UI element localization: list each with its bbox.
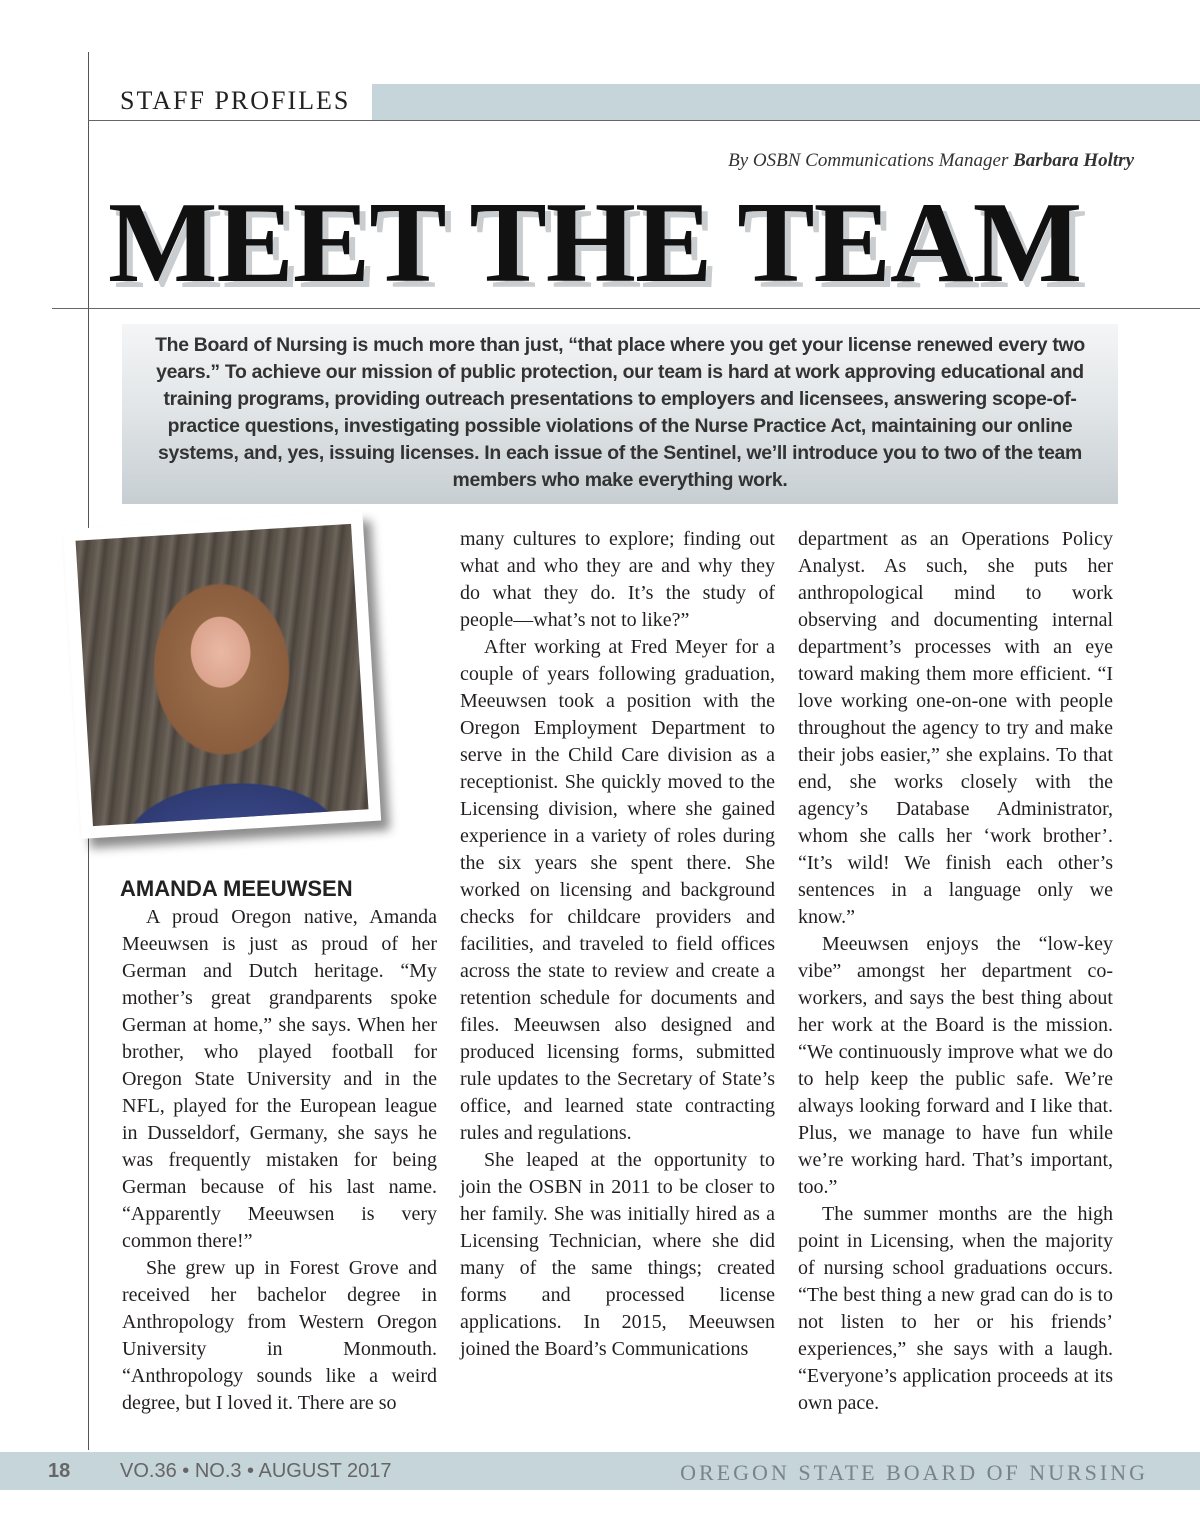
article-paragraph: She grew up in Forest Grove and received her bachelor degree in Anthropology from Western Oregon University in Monmouth. “Anthropology sounds like a weird degree, but I loved it. There are so: [122, 1257, 437, 1414]
page-number: 18: [48, 1460, 71, 1482]
article-paragraph: After working at Fred Meyer for a couple of years following graduation, Meeuwsen took a position with the Oregon Employment Department to serve in the Child Care division as a receptionist. She quickly moved to the Licensing division, where she gained experience in a variety of roles during the six years she spent there. She worked on licensing and background checks for childcare providers and facilities, and traveled to field offices across the state to review and create a retention schedule for documents and files. Meeuwsen also designed and produced licensing forms, submitted rule updates to the Secretary of State’s office, and learned state contracting rules and regulations.: [460, 636, 775, 1144]
article-paragraph: The summer months are the high point in Licensing, when the majority of nursing school graduations occurs. “The best thing a new grad can do is to not listen to her or his friends’ experiences,” she says with a laugh. “Everyone’s application proceeds at its own pace.: [798, 1203, 1113, 1414]
header-band: [372, 84, 1200, 120]
article-paragraph: She leaped at the opportunity to join the OSBN in 2011 to be closer to her family. She was initially hired as a Licensing Technician, where she did many of the same things; created forms and processed license applications. In 2015, Meeuwsen joined the Board’s Communications: [460, 1149, 775, 1360]
byline: [728, 150, 1134, 172]
organization-name: OREGON STATE BOARD OF NURSING: [680, 1460, 1148, 1485]
title-rule: [52, 308, 1200, 309]
article-paragraph: A proud Oregon native, Amanda Meeuwsen is just as proud of her German and Dutch heritage. “My mother’s great grandparents spoke German at home,” she says. When her brother, who played football for Oregon State University and in the NFL, played for the European league in Dusseldorf, Germany, she says he was frequently mistaken for being German because of his last name. “Apparently Meeuwsen is very common there!”: [122, 906, 437, 1252]
byline-author: Barbara Holtry: [1013, 150, 1134, 171]
article-column-3: [798, 526, 1113, 1417]
article-paragraph: department as an Operations Policy Analyst. As such, she puts her anthropological mind to work observing and documenting internal department’s processes with an eye toward making them more efficient. “I love working one-on-one with people throughout the agency to try and make their jobs easier,” she explains. To that end, she works closely with the agency’s Database Administrator, whom she calls her ‘work brother’. “It’s wild! We finish each other’s sentences in a language only we know.”: [798, 528, 1113, 928]
intro-text: The Board of Nursing is much more than just, “that place where you get your license renewed every two years.” To achieve our mission of public protection, our team is hard at work approving educational and training programs, providing outreach presentations to employers and licensees, answering scope-of-practice questions, investigating possible violations of the Nurse Practice Act, maintaining our online systems, and, yes, issuing licenses. In each issue of the Sentinel, we’ll introduce you to two of the team members who make everything work.: [155, 334, 1085, 491]
article-column-2: [460, 526, 775, 1363]
article-paragraph: Meeuwsen enjoys the “low-key vibe” amongst her department co-workers, and says the best thing about her work at the Board is the mission. “We continuously improve what we do to help keep the public safe. We’re always looking forward and I like that. Plus, we manage to have fun while we’re working hard. That’s important, too.”: [798, 933, 1113, 1198]
page-title: MEET THE TEAM: [108, 179, 1082, 307]
article-column-1: [122, 904, 437, 1417]
profile-name: AMANDA MEEUWSEN: [120, 876, 353, 901]
byline-prefix: By OSBN Communications Manager: [728, 150, 1009, 171]
issue-info: VO.36 • NO.3 • AUGUST 2017: [120, 1460, 392, 1482]
section-label: STAFF PROFILES: [120, 86, 351, 115]
profile-photo: [76, 524, 369, 826]
profile-photo-frame: [63, 511, 381, 839]
header-rule: [88, 120, 1200, 121]
article-paragraph: many cultures to explore; finding out what and who they are and why they do what they do. It’s the study of people—what’s not to like?”: [460, 528, 775, 631]
